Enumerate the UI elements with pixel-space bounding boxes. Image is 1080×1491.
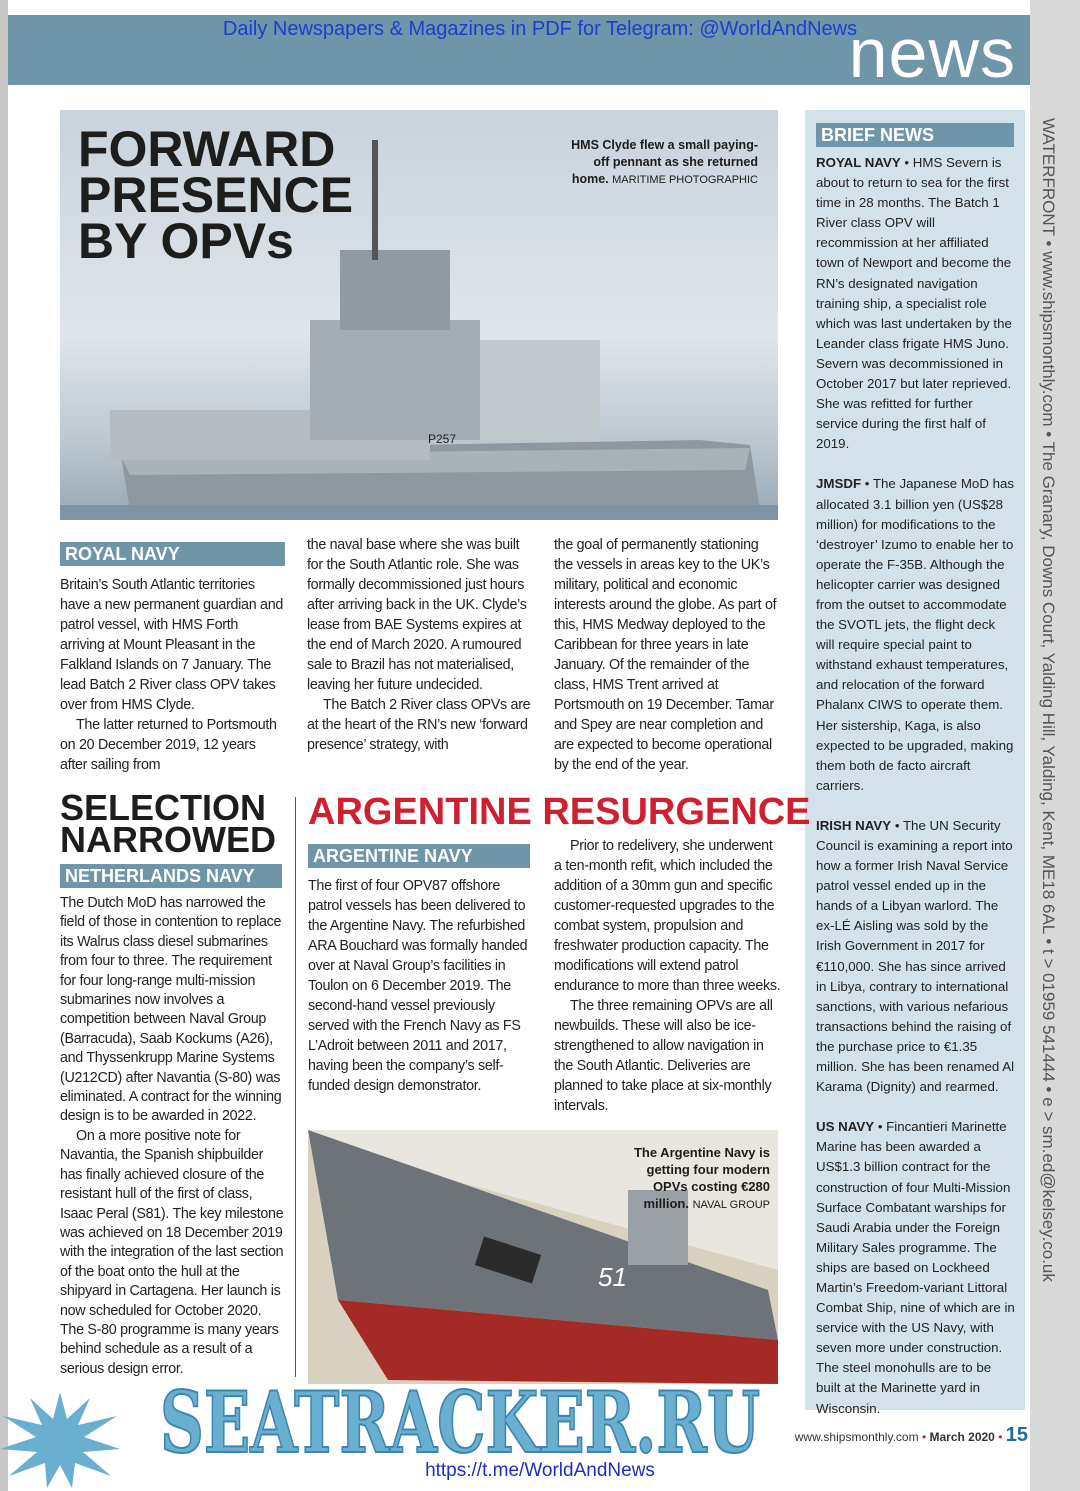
paragraph: The Batch 2 River class OPVs are at the heart of the RN’s new ‘forward presence’ strategy, with: [307, 697, 531, 753]
lead-column-2: [307, 535, 533, 755]
footer-issue: March 2020: [929, 1430, 995, 1444]
photo-credit: MARITIME PHOTOGRAPHIC: [612, 174, 758, 186]
page-number: 15: [1005, 1424, 1028, 1446]
brief-item: US NAVY • Fincantieri Marinette Marine has been awarded a US$1.3 billion contract for the construction of four Multi-Mission Surface Combatant warships for Saudi Arabia under the Foreign Military Sales programme. The ships are based on Lockheed Martin’s Freedom-variant Littoral Combat Ship, nine of which are in service with the US Navy, with seven more under construction. The steel monohulls are to be built at the Marinette yard in Wisconsin.: [816, 1119, 1015, 1416]
section-tag-royal-navy: ROYAL NAVY: [60, 542, 285, 566]
paragraph: The latter returned to Portsmouth on 20 December 2019, 12 years after sailing from: [60, 717, 277, 773]
brief-item: JMSDF • The Japanese MoD has allocated 3.1 billion yen (US$28 million) for modifications to the ‘destroyer’ Izumo to enable her to operate the F-35B. Although the helicopter carrier was designed from the outset to accommodate the SVOTL jets, the flight deck will require special paint to withstand exhaust temperatures, and relocation of the forward Phalanx CIWS to operate them. Her sistership, Kaga, is also expected to be upgraded, making them both de facto aircraft carriers.: [816, 476, 1015, 793]
brief-tag: ROYAL NAVY: [816, 155, 901, 170]
argentine-headline: ARGENTINE RESURGENCE: [308, 791, 811, 833]
argentine-column-1: [308, 876, 534, 1096]
watermark: [160, 1384, 760, 1458]
lead-headline: [78, 121, 354, 269]
paragraph: the goal of permanently stationing the vessels in areas key to the UK’s military, political and economic interests around the globe. As part of this, HMS Medway deployed to the Caribbean for three years in late January. Of the remainder of the class, HMS Trent arrived at Portsmouth on 19 December. Tamar and Spey are near completion and are expected to become operational by the end of the year.: [554, 537, 777, 773]
argentine-column-2: [554, 836, 782, 1116]
brief-item: ROYAL NAVY • HMS Severn is about to return to sea for the first time in 28 months. The Batch 1 River class OPV will recommission at her affiliated town of Newport and become the RN’s designated navigation training ship, a specialist role which was last undertaken by the Leander class frigate HMS Juno. Severn was decommissioned in October 2017 but later reprieved. She was refitted for further service during the first half of 2019.: [816, 155, 1012, 452]
section-title: news: [848, 14, 1016, 92]
brief-text: The UN Security Council is examining a report into how a former Irish Naval Service patrol vessel ended up in the hands of a Libyan warlord. The ex-LÉ Aisling was sold by the Irish Government in 2017 for €110,000. She has since arrived in Libya, contrary to international sanctions, with various nefarious transactions behind the raising of the purchase price to €1.35 million. She has been renamed Al Karama (Dignity) and rearmed.: [816, 817, 1015, 1095]
brief-tag: US NAVY: [816, 1119, 875, 1135]
lead-column-1: [60, 575, 285, 775]
caption-text: The Argentine Navy is getting four modern OPVs costing €280 million.: [633, 1145, 770, 1211]
headline-line: PRESENCE: [78, 167, 354, 223]
brief-news-title: BRIEF NEWS: [816, 123, 1014, 147]
headline-line: SELECTION: [60, 787, 267, 828]
caption-text: HMS Clyde flew a small paying-off pennant as she returned home.: [571, 138, 758, 186]
lead-caption: [560, 137, 758, 189]
brief-news-body: [816, 153, 1016, 1419]
paragraph: Britain’s South Atlantic territories have a new permanent guardian and patrol vessel, with HMS Forth arriving at Mount Pleasant in the Falkland Islands on 7 January. The lead Batch 2 River class OPV takes over from HMS Clyde.: [60, 577, 283, 713]
brief-tag: JMSDF: [816, 476, 862, 492]
brief-item: IRISH NAVY • The UN Security Council is examining a report into how a former Irish Naval Service patrol vessel ended up in the hands of a Libyan warlord. The ex-LÉ Aisling was sold by the Irish Government in 2017 for €110,000. She has since arrived in Libya, contrary to international sanctions, with various nefarious transactions behind the raising of the purchase price to €1.35 million. She has been renamed Al Karama (Dignity) and rearmed.: [816, 817, 1015, 1095]
brief-text: Fincantieri Marinette Marine has been awarded a US$1.3 billion contract for the construction of four Multi-Mission Surface Combatant warships for Saudi Arabia under the Foreign Military Sales programme. The ships are based on Lockheed Martin’s Freedom-variant Littoral Combat Ship, nine of which are in service with the US Navy, with seven more under construction. The steel monohulls are to be built at the Marinette yard in Wisconsin.: [816, 1119, 1015, 1416]
brief-text: HMS Severn is about to return to sea for the first time in 28 months. The Batch 1 River class OPV will recommission at her affiliated town of Newport and become the RN’s designated navigation training ship, a specialist role which was last undertaken by the Leander class frigate HMS Juno. Severn was decommissioned in October 2017 but later reprieved. She was refitted for further service during the first half of 2019.: [816, 155, 1012, 452]
paragraph: The first of four OPV87 offshore patrol vessels has been delivered to the Argentine Navy. The refurbished ARA Bouchard was formally handed over at Naval Group’s facilities in Toulon on 6 December 2019. The second-hand vessel previously served with the French Navy as FS L’Adroit between 2011 and 2017, having been the company’s self-funded design demonstrator.: [308, 878, 528, 1094]
footer-site[interactable]: www.shipsmonthly.com: [794, 1430, 919, 1444]
headline-line: BY OPVs: [78, 213, 294, 269]
section-tag-netherlands-navy: NETHERLANDS NAVY: [60, 864, 282, 888]
brief-tag: IRISH NAVY: [816, 817, 892, 833]
column-divider: [295, 797, 296, 1377]
paragraph: The three remaining OPVs are all newbuilds. These will also be ice-strengthened to allow navigation in the South Atlantic. Deliveries are planned to take place at six-monthly intervals.: [554, 998, 773, 1114]
paragraph: On a more positive note for Navantia, the Spanish shipbuilder has finally achieved closure of the resistant hull of the first of class, Isaac Peral (S81). The key milestone was achieved on 18 December 2019 with the integration of the last section of the boat onto the hull at the shipyard in Cartagena. Her launch is now scheduled for October 2020. The S-80 programme is many years behind schedule as a result of a serious design error.: [60, 1127, 284, 1377]
headline-line: FORWARD: [78, 121, 336, 177]
brief-text: The Japanese MoD has allocated 3.1 billion yen (US$28 million) for modifications to the ‘destroyer’ Izumo to enable her to operate the F-35B. Although the helicopter carrier was designed from the outset to accommodate the SVOTL jets, the flight deck will require special paint to withstand exhaust temperatures, and relocation of the forward Phalanx CIWS to operate them. Her sistership, Kaga, is also expected to be upgraded, making them both de facto aircraft carriers.: [816, 476, 1015, 793]
photo-credit: NAVAL GROUP: [692, 1199, 770, 1211]
selection-body: [60, 894, 288, 1379]
paragraph: Prior to redelivery, she underwent a ten-month refit, which included the addition of a 30mm gun and specific customer-requested upgrades to the combat system, propulsion and freshwater production capacity. The modifications will extend patrol endurance to more than three weeks.: [554, 838, 781, 994]
address-strip: WATERFRONT • www.shipsmonthly.com • The Granary, Downs Court, Yalding Hill, Yalding, Kent, ME18 6AL • t > 01959 541444 • e > sm.ed@kelsey.co.uk: [1039, 118, 1058, 1282]
paragraph: the naval base where she was built for the South Atlantic role. She was formally decommissioned just hours after arriving back in the UK. Clyde’s lease from BAE Systems expires at the end of March 2020. A rumoured sale to Brazil has not materialised, leaving her future undecided.: [307, 537, 527, 693]
paragraph: The Dutch MoD has narrowed the field of those in contention to replace its Walrus class diesel submarines from four to three. The requirement for four long-range multi-mission submarines now involves a competition between Naval Group (Barracuda), Saab Kockums (A26), and Thyssenkrupp Marine Systems (U212CD) after Navantia (S-80) was eliminated. A contract for the winning design is to be awarded in 2022.: [60, 895, 282, 1125]
selection-headline: [60, 787, 276, 860]
watermark-text: SEATRACKER.RU: [160, 1384, 760, 1458]
footer: www.shipsmonthly.com • March 2020 • 15: [794, 1424, 1028, 1446]
hull-number: 51: [598, 1262, 627, 1292]
lead-column-3: [554, 535, 780, 775]
section-tag-argentine-navy: ARGENTINE NAVY: [308, 844, 530, 868]
argentine-caption: [620, 1144, 770, 1214]
hull-number: P257: [428, 432, 457, 446]
headline-line: NARROWED: [60, 819, 276, 860]
telegram-link[interactable]: https://t.me/WorldAndNews: [425, 1460, 655, 1481]
telegram-line: Daily Newspapers & Magazines in PDF for Telegram: @WorldAndNews: [222, 18, 858, 40]
